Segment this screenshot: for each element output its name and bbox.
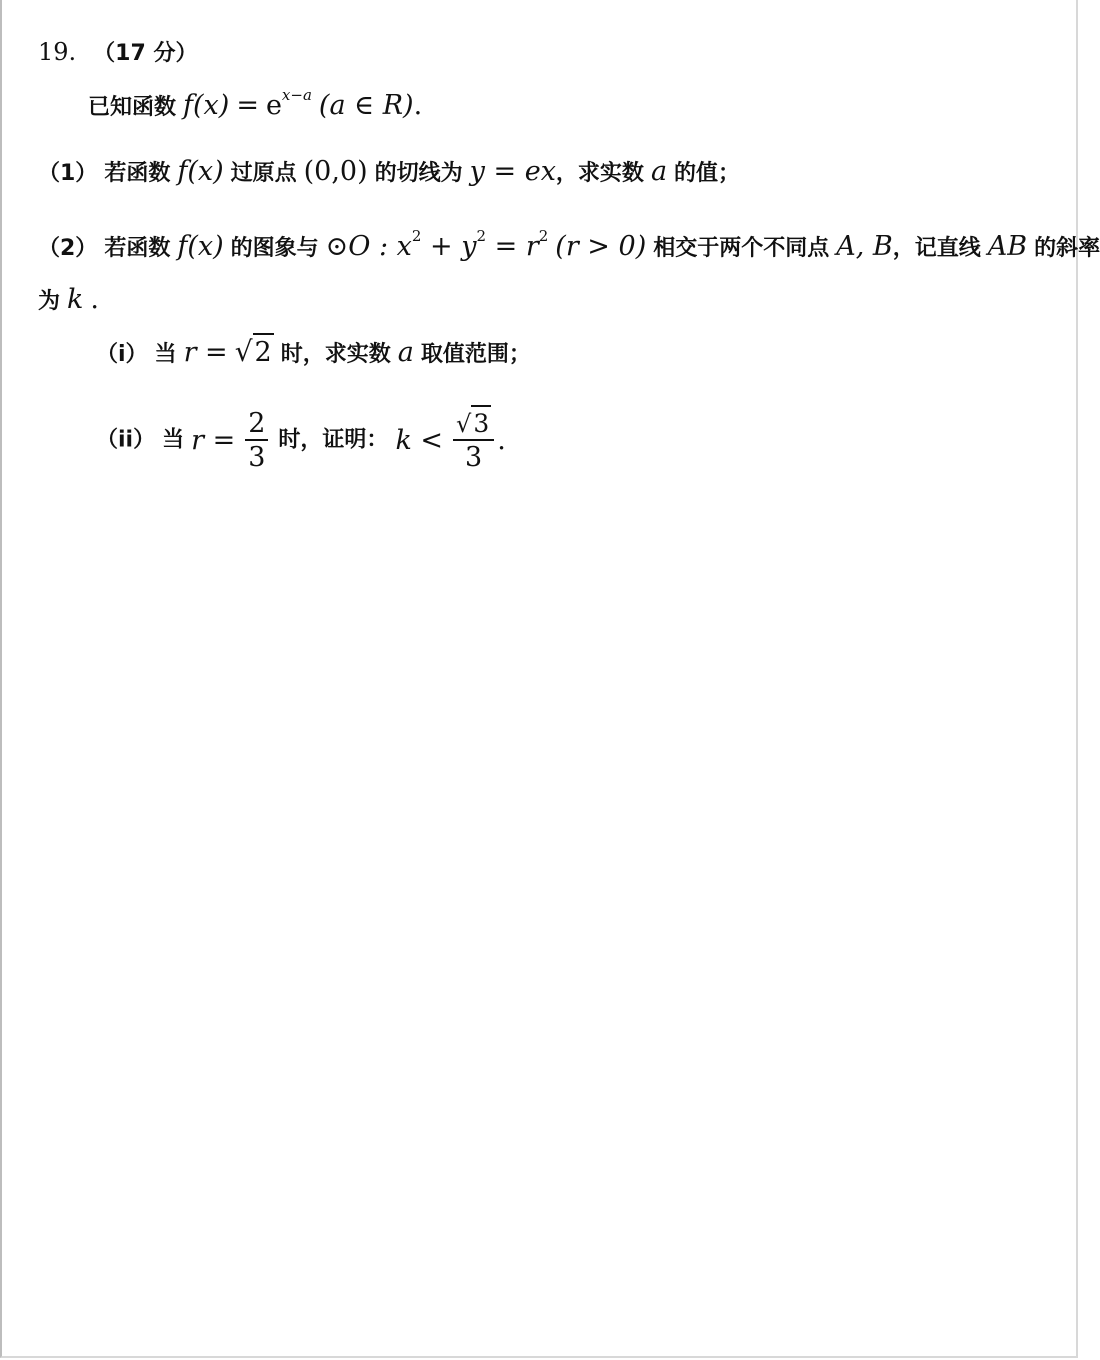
part-1-text-5: 的值； [674,161,741,186]
part-2-text-5: 的斜率 [1034,236,1100,261]
problem-header [38,40,197,65]
fraction-numerator: 2 [245,410,268,441]
part-1-text-4: ，求实数 [555,161,644,186]
circle-r-term: = r [486,231,539,262]
part-2-i-text-2: 时，求实数 [280,342,391,367]
part-1-text-2: 过原点 [230,161,297,186]
fraction-two-thirds [245,410,268,471]
fraction-denominator-2: 3 [465,442,483,473]
intro-period: . [413,90,423,121]
intro-text: 已知函数 [88,95,177,120]
part-2-ii [96,410,506,471]
part-2-i [96,335,531,368]
points-ab: A, B [836,231,893,262]
part-2-i-label: （i） [96,342,148,367]
equals-sign: = [236,90,259,121]
exponent: x−a [281,86,312,104]
problem-points: （17 分） [93,41,198,66]
part-2-text-1: 若函数 [104,236,171,261]
origin-point: (0,0) [303,156,368,187]
square-1: 2 [411,227,422,245]
part-2-ii-text-2: 时，证明： [278,427,389,453]
part-2-text-6: 为 [38,289,61,314]
part-2-text-3: 相交于两个不同点 [653,236,830,261]
tangent-line: y = ex [469,156,556,187]
part-1-text-1: 若函数 [104,161,171,186]
part-2-period: . [90,284,99,315]
part-2 [38,229,1100,260]
part-2-i-variable-a: a [397,337,414,368]
part-2-continued [38,286,99,313]
part-2-text-4: ，记直线 [892,236,981,261]
part-1-text-3: 的切线为 [374,161,463,186]
part-2-ii-r-equals: r = [191,425,236,456]
domain-condition: (a ∈ R) [318,90,414,121]
part-2-label: （2） [38,236,98,261]
slope-k: k [67,284,84,315]
k-less-than: k < [395,425,444,456]
part-2-i-text-1: 当 [154,342,177,367]
square-3: 2 [538,227,549,245]
part-1-label: （1） [38,161,98,186]
square-2: 2 [476,227,487,245]
part-2-ii-text-1: 当 [162,427,185,453]
fraction-sqrt3-over-3: $\frac{√3}{3}$ [453,410,494,471]
problem-number: 19. [38,38,77,66]
part-2-i-text-3: 取值范围； [420,342,531,367]
part-2-fx: f(x) [177,231,224,262]
sqrt-two-value: 2 [253,333,274,368]
base-e: e [265,90,282,121]
part-1-fx: f(x) [177,156,224,187]
r-equals: r = [183,337,228,368]
sqrt-two: √2 [234,335,272,368]
function-fx: f(x) [183,90,230,121]
part-2-text-2: 的图象与 [230,236,319,261]
variable-a: a [650,156,668,187]
fraction-denominator: 3 [248,442,266,473]
part-2-ii-period: . [497,425,506,456]
sqrt-three-value: 3 [471,405,491,438]
circle-y-term: + y [421,231,477,262]
part-1 [38,158,740,185]
circle-equation: ⊙O : x [325,231,412,262]
line-ab: AB [987,231,1028,262]
part-2-ii-label: （ii） [96,427,156,453]
radius-condition: (r > 0) [555,231,647,262]
problem-intro [88,88,422,119]
